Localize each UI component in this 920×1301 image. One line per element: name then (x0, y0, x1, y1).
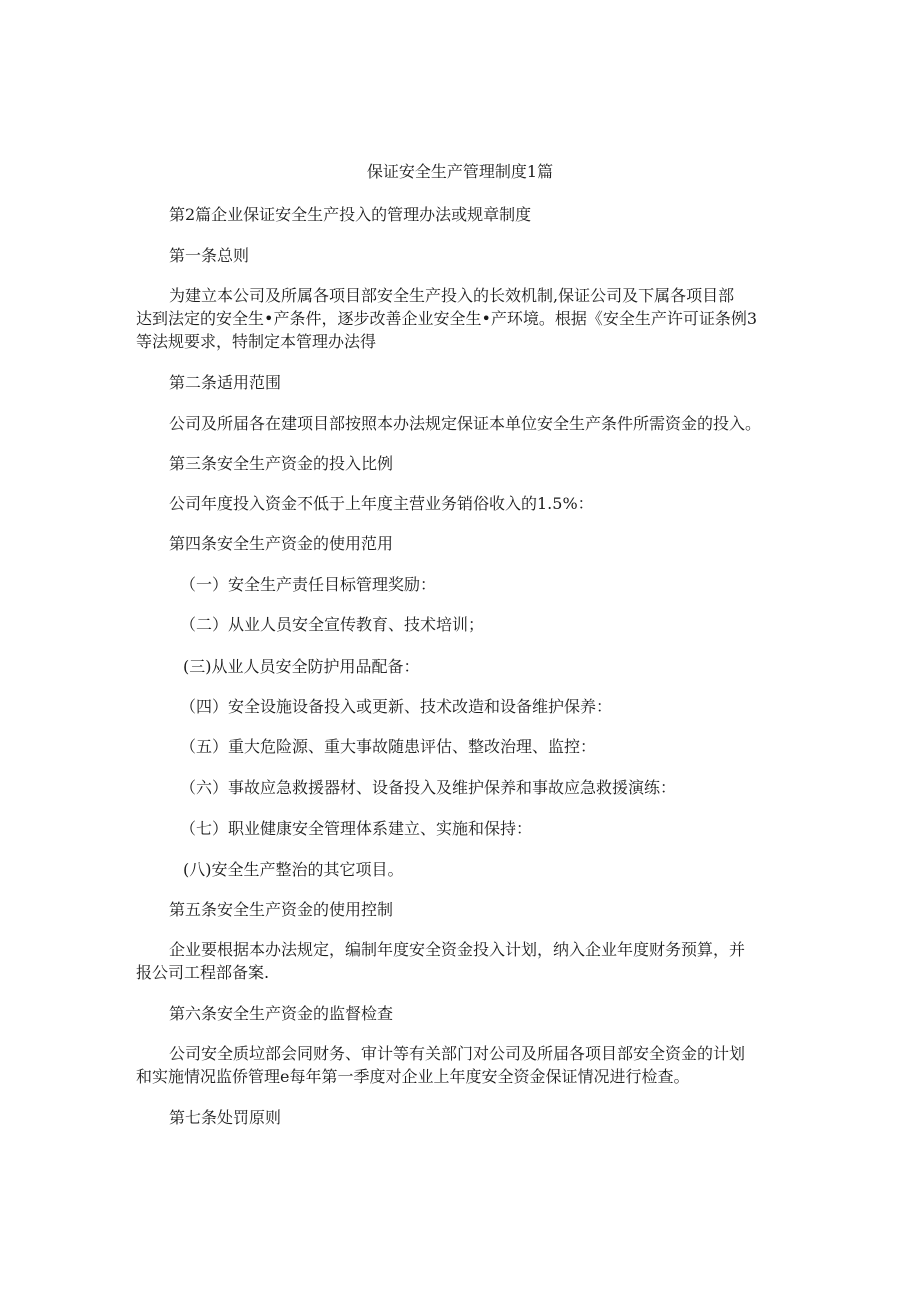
article-3-paragraph: 公司年度投入资金不低于上年度主营业务销俗收入的1.5%： (169, 494, 594, 513)
article-1-paragraph-line: 等法规要求，特制定本管理办法得 (136, 332, 377, 351)
list-item: （六）事故应急救援器材、设备投入及维护保养和事故应急救援演练： (180, 778, 677, 797)
article-4-heading: 第四条安全生产资金的使用范用 (169, 534, 394, 553)
article-6-heading: 第六条安全生产资金的监督检查 (169, 1004, 394, 1023)
list-item: （五）重大危险源、重大事故随患评估、整改治理、监控： (180, 737, 597, 756)
article-1-paragraph-line: 为建立本公司及所属各项目部安全生产投入的长效机制,保证公司及下属各项目部 (169, 286, 735, 305)
article-6-paragraph-line: 和实施情况监侨管理e每年第一季度对企业上年度安全资金保证情况进行检查。 (136, 1067, 690, 1086)
article-1-heading: 第一条总则 (169, 246, 250, 265)
article-5-paragraph-line: 企业要根据本办法规定，编制年度安全资金投入计划，纳入企业年度财务预算，并 (169, 940, 746, 959)
list-item: （七）职业健康安全管理体系建立、实施和保持： (180, 819, 533, 838)
article-7-heading: 第七条处罚原则 (169, 1108, 282, 1127)
article-5-heading: 第五条安全生产资金的使用控制 (169, 900, 394, 919)
list-item: （二）从业人员安全宣传教育、技术培训； (180, 615, 485, 634)
list-item: (八)安全生产整治的其它项目。 (183, 860, 404, 879)
article-2-heading: 第二条适用范围 (169, 373, 282, 392)
article-6-paragraph-line: 公司安全质垃部会同财务、审计等有关部门对公司及所届各项目部安全资金的计划 (169, 1044, 746, 1063)
document-title: 保证安全生产管理制度1篇 (366, 162, 554, 181)
list-item: （一）安全生产责任目标管理奖励： (180, 575, 437, 594)
article-3-heading: 第三条安全生产资金的投入比例 (169, 454, 394, 473)
article-1-paragraph-line: 达到法定的安全生•产条件，逐步改善企业安全生•产环境。根据《安全生产许可证条例3 (136, 309, 758, 328)
article-2-paragraph: 公司及所届各在建项目部按照本办法规定保证本单位安全生产条件所需资金的投入。 (169, 414, 762, 433)
list-item: (三)从业人员安全防护用品配备： (183, 657, 420, 676)
document-subtitle: 第2篇企业保证安全生产投入的管理办法或规章制度 (169, 205, 532, 224)
list-item: （四）安全设施设备投入或更新、技术改造和设备维护保养： (180, 697, 613, 716)
article-5-paragraph-line: 报公司工程部备案. (136, 963, 270, 982)
